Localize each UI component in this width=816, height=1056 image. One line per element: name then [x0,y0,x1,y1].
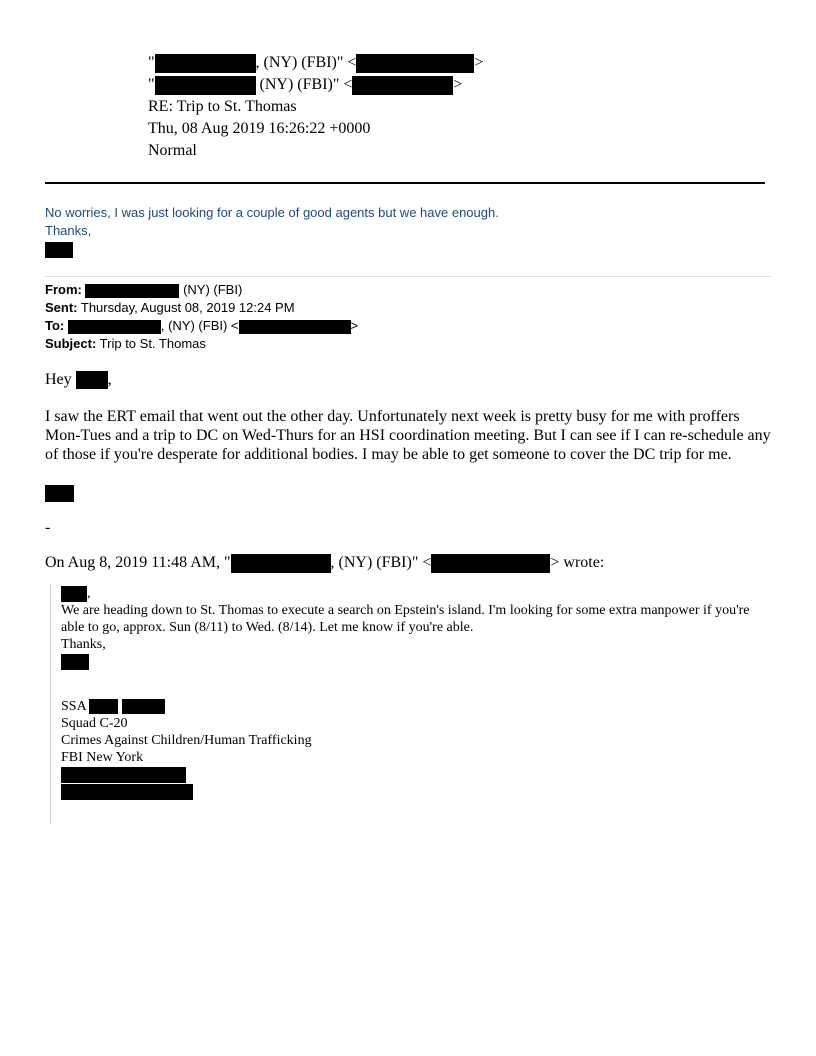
redaction-block [356,54,474,73]
sig-squad: Squad C-20 [61,716,128,731]
forward-divider [45,276,771,277]
quoted-greeting [61,585,761,602]
redaction-block [155,76,256,95]
sig-unit: Crimes Against Children/Human Trafficking [61,733,312,748]
fwd-to-suffix: , (NY) (FBI) < [160,318,239,333]
quoted-signature-name [61,653,761,671]
greeting-suffix: , [107,371,112,388]
sig-redacted-line [61,766,761,783]
redaction-block [85,284,179,298]
fwd-from-row [45,281,358,299]
fwd-sent-row [45,299,358,317]
message-signature [45,483,775,501]
redaction-block [89,699,118,714]
fwd-from-label: From: [45,282,82,297]
to-suffix: (NY) (FBI)" < [255,76,353,93]
reply-body [45,204,499,258]
redaction-block [61,784,193,800]
redaction-block [155,54,256,73]
redaction-block [45,485,74,502]
redaction-block [45,242,73,258]
fwd-subject-label: Subject: [45,336,97,351]
forwarded-header [45,281,358,353]
redaction-block [76,371,108,389]
to-value [148,74,462,96]
greeting [45,370,775,389]
to-close: > [453,76,463,93]
greeting-prefix: Hey [45,371,76,388]
to-quote: " [148,76,155,93]
redaction-block [61,654,89,670]
quote-intro-mid: , (NY) (FBI)" < [330,554,432,572]
from-suffix: , (NY) (FBI)" < [255,54,357,71]
redaction-block [61,767,186,783]
redaction-block [122,699,165,714]
dash-line: - [45,519,51,537]
quoted-thanks: Thanks, [61,637,106,652]
sig-office: FBI New York [61,750,144,765]
quoted-message [61,585,761,800]
fwd-to-close: > [350,318,359,333]
fwd-from-suffix: (NY) (FBI) [179,282,243,297]
quoted-comma: , [87,586,91,601]
importance-value: Normal [148,142,197,159]
fwd-sent-label: Sent: [45,300,78,315]
sig-redacted-line [61,783,761,800]
quote-intro-prefix: On Aug 8, 2019 11:48 AM, " [45,554,231,572]
redaction-block [231,554,331,573]
reply-thanks: Thanks, [45,223,92,238]
sig-prefix: SSA [61,699,90,714]
from-close: > [474,54,484,71]
redaction-block [61,586,87,602]
spacer [61,671,761,698]
from-value [148,52,483,74]
sig-title-row [61,698,761,715]
fwd-sent-value: Thursday, August 08, 2019 12:24 PM [77,300,295,315]
header-divider [45,182,765,184]
redaction-block [431,554,550,573]
fwd-subject-row [45,335,358,353]
reply-line: No worries, I was just looking for a couple of good agents but we have enough. [45,205,499,220]
redaction-block [68,320,161,334]
subject-value: RE: Trip to St. Thomas [148,98,297,115]
fwd-subject-value: Trip to St. Thomas [96,336,206,351]
fwd-to-row [45,317,358,335]
quote-intro-suffix: > wrote: [550,554,605,572]
quoted-line: We are heading down to St. Thomas to execute a search on Epstein's island. I'm looking for some extra manpower if you're able to go, approx. Sun (8/11) to Wed. (8/14). Let me know if you're able. [61,603,750,635]
date-value: Thu, 08 Aug 2019 16:26:22 +0000 [148,120,371,137]
quote-intro [45,553,775,573]
redaction-block [239,320,351,334]
from-quote: " [148,54,155,71]
redaction-block [352,76,453,95]
reply-signature [45,240,499,258]
fwd-to-label: To: [45,318,65,333]
quote-bar [50,584,51,824]
message-body [45,370,775,573]
message-paragraph: I saw the ERT email that went out the other day. Unfortunately next week is pretty busy for me with proffers Mon-Tues and a trip to DC on Wed-Thurs for an HSI coordination meeting. But I can see if I can re-schedule any of those if you're desperate for additional bodies. I may be able to get someone to cover the DC trip for me. [45,408,771,464]
